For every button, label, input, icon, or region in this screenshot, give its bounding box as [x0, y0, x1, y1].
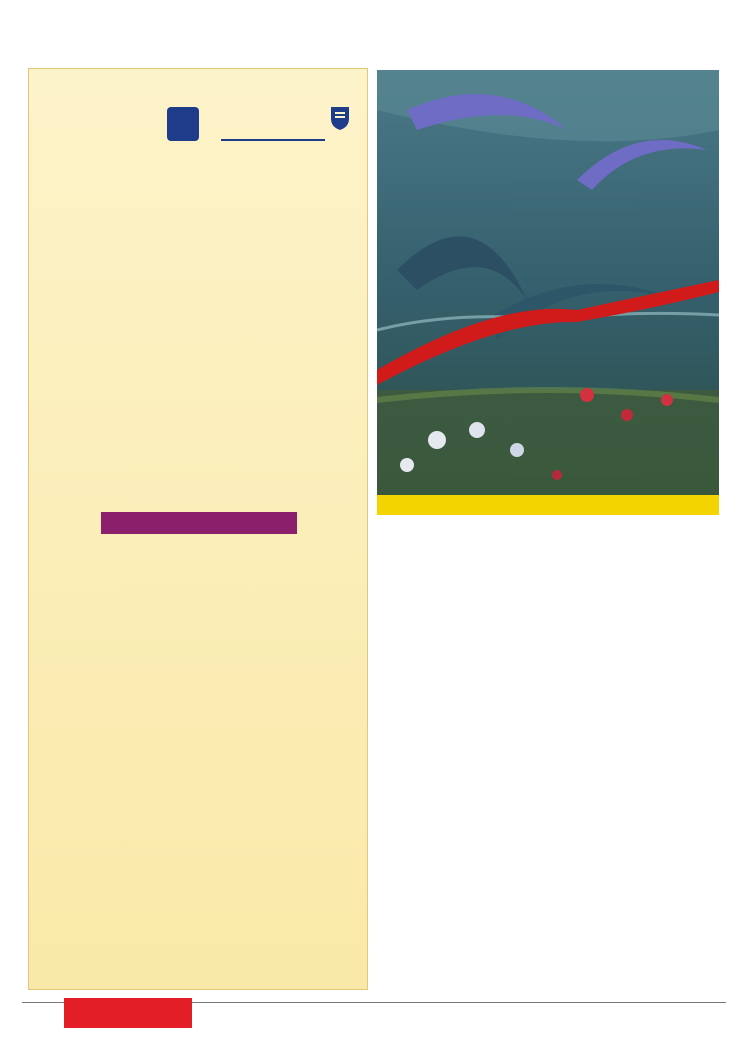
- city-emblem-icon: [329, 105, 351, 131]
- article-column-right: [557, 522, 719, 962]
- ad-hours: [101, 512, 297, 534]
- festival-ad: [28, 68, 368, 990]
- logo-150: [99, 103, 209, 147]
- painting-image: [377, 70, 719, 495]
- logo-150-badge: [167, 107, 199, 141]
- article-column-left: [379, 522, 541, 962]
- painting-icon: [377, 70, 719, 495]
- paper-chain-bottom-icon: [29, 869, 367, 979]
- logo-city: [221, 103, 353, 147]
- painting-caption-bar: [377, 495, 719, 515]
- ad-logos: [29, 69, 367, 149]
- kol-herzliya-logo: [64, 998, 192, 1028]
